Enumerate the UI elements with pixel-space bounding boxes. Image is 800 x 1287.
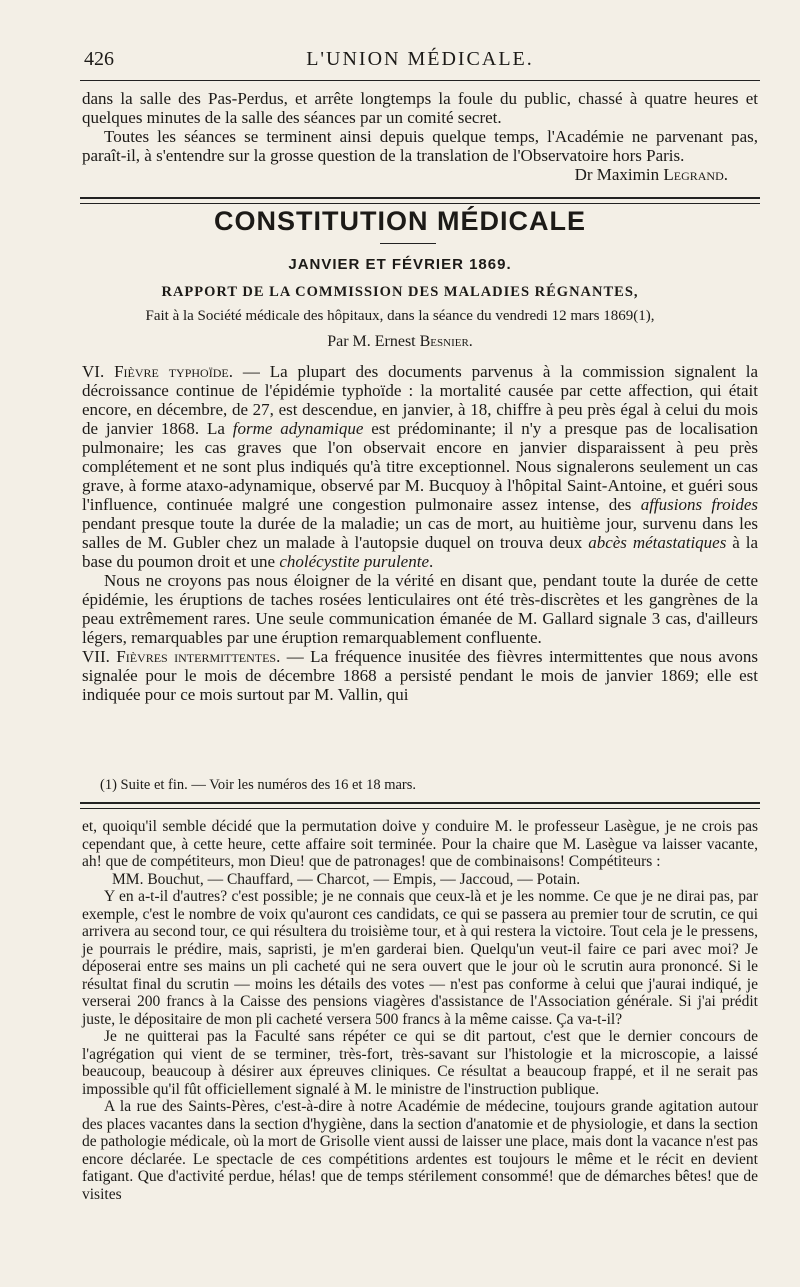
- article-author: Par M. Ernest Besnier.: [327, 333, 473, 350]
- section-6-paragraph-2: Nous ne croyons pas nous éloigner de la vérité en disant que, pendant toute la durée de cette épidémie, les éruptions de taches rosées lenticulaires ont été très-discrètes et les gangrènes de la peau extrêmement rares. Une seule communication émanée de M. Gallard signale 3 cas, d'ailleurs légers, remarquables par une éruption remarquablement confluente.: [82, 571, 758, 647]
- section-6-paragraph-1: VI. Fièvre typhoïde. — La plupart des documents parvenus à la commission signalent la décroissance continue de l'épidémie typhoïde : la mortalité causée par cette affection, qui était encore, en décembre, de 27, est descendue, en janvier, à 18, chiffre à peu près égal à celui du mois de janvier 1868. La forme adynamique est prédominante; il n'y a presque pas de localisation pulmonaire; les cas graves que l'on observait encore en janvier disparaissent à peu près complétement et ne sont plus indiqués qu'à titre exceptionnel. Nous signalerons seulement un cas grave, à forme ataxo-adynamique, observé par M. Bucquoy à l'hôpital Saint-Antoine, et guéri sous l'influence, continuée malgré une congestion pulmonaire assez intense, des affusions froides pendant presque toute la durée de la maladie; un cas de mort, au huitième jour, survenu dans les salles de M. Gubler chez un malade à l'autopsie duquel on trouva deux abcès métastatiques à la base du poumon droit et une cholécystite purulente.: [82, 362, 758, 571]
- feuilleton-paragraph-1: et, quoiqu'il semble décidé que la permutation doive y conduire M. le professeur Lasègue, je ne crois pas cependant que, à cette heure, cette affaire soit terminée. Pour la chaire que M. Lasègue va laisser vacante, ah! que de compétiteurs, mon Dieu! que de patronages! que de combinaisons! Compétiteurs :: [82, 818, 758, 870]
- article-title: CONSTITUTION MÉDICALE: [214, 206, 586, 236]
- footnote: (1) Suite et fin. — Voir les numéros des 16 et 18 mars.: [100, 777, 417, 793]
- header-rule: [80, 80, 760, 81]
- section-7-heading: VII. Fièvres intermittentes.: [82, 647, 281, 666]
- feuilleton-body: [82, 818, 758, 1203]
- intro-paragraph-1: dans la salle des Pas-Perdus, et arrête longtemps la foule du public, chassé à quatre heures et quelques minutes de la salle des séances par un comité secret.: [82, 89, 758, 127]
- feuilleton-paragraph-2: Y en a-t-il d'autres? c'est possible; je ne connais que ceux-là et je les nomme. Ce que je ne dirai pas, par exemple, c'est le nombre de voix qu'auront ces candidats, ce qui se passera au premier tour de scrutin, ce qui arrivera au second tour, ce qui résultera du troisième tour, et à qui restera la victoire. Tout cela je le pressens, je pourrais le prédire, mais, sapristi, je m'en garderai bien. Quelqu'un veut-il faire ce pari avec moi? Je déposerai entre ses mains un pli cacheté qui ne sera ouvert que le jour où le scrutin aura prononcé. Si le résultat final du scrutin — moins les détails des votes — n'est pas conforme à celui que j'aurai indiqué, je verserai 200 francs à la Caisse des pensions viagères d'assistance de l'Association générale. Si j'ai prédit juste, le dépositaire de mon pli cacheté versera 500 francs à la même caisse. Ça va-t-il?: [82, 888, 758, 1028]
- article-report-line: RAPPORT DE LA COMMISSION DES MALADIES RÉGNANTES,: [161, 284, 639, 300]
- intro-block: [82, 89, 758, 184]
- running-header: [80, 44, 760, 78]
- article-date: JANVIER ET FÉVRIER 1869.: [288, 256, 512, 273]
- section-double-rule: [80, 197, 760, 204]
- feuilleton-paragraph-4: A la rue des Saints-Pères, c'est-à-dire à notre Académie de médecine, toujours grande agitation autour des places vacantes dans la section d'hygiène, dans la section d'anatomie et de physiologie, et dans la section de pathologie médicale, où la mort de Grisolle vient aussi de laisser une place, mais dont la vacance n'est pas encore déclarée. Le spectacle de ces compétitions ardentes est toujours le même et le récit en devient fatigant. Que d'activité perdue, hélas! que de temps stérilement consommé! que de démarches bêtes! que de visites: [82, 1098, 758, 1203]
- competitors-list: MM. Bouchut, — Chauffard, — Charcot, — Empis, — Jaccoud, — Potain.: [112, 870, 581, 888]
- article-session-line: Fait à la Société médicale des hôpitaux, dans la séance du vendredi 12 mars 1869(1),: [145, 308, 655, 324]
- intro-signature: Dr Maximin Legrand.: [574, 165, 728, 184]
- feuilleton-double-rule: [80, 802, 760, 809]
- page-number: 426: [84, 48, 114, 70]
- section-7-paragraph: VII. Fièvres intermittentes. — La fréquence inusitée des fièvres intermittentes que nous avons signalée pour le mois de décembre 1868 a persisté pendant le mois de janvier 1869; elle est indiquée pour ce mois surtout par M. Vallin, qui: [82, 647, 758, 704]
- article-body: [82, 362, 758, 704]
- intro-paragraph-2: Toutes les séances se terminent ainsi depuis quelque temps, l'Académie ne parvenant pas, paraît-il, à s'entendre sur la grosse question de la translation de l'Observatoire hors Paris.: [82, 127, 758, 165]
- feuilleton-paragraph-3: Je ne quitterai pas la Faculté sans répéter ce qui se dit partout, c'est que le dernier concours de l'agrégation qui vient de se terminer, très-fort, très-savant sur l'histologie et la microscopie, a laissé beaucoup, beaucoup à désirer aux épreuves cliniques. Ce résultat a beaucoup frappé, et il ne serait pas impossible qu'il fût officiellement signalé à M. le ministre de l'instruction publique.: [82, 1028, 758, 1098]
- title-short-rule: [380, 243, 436, 244]
- journal-title: L'UNION MÉDICALE.: [306, 48, 534, 70]
- section-6-heading: VI. Fièvre typhoïde.: [82, 362, 233, 381]
